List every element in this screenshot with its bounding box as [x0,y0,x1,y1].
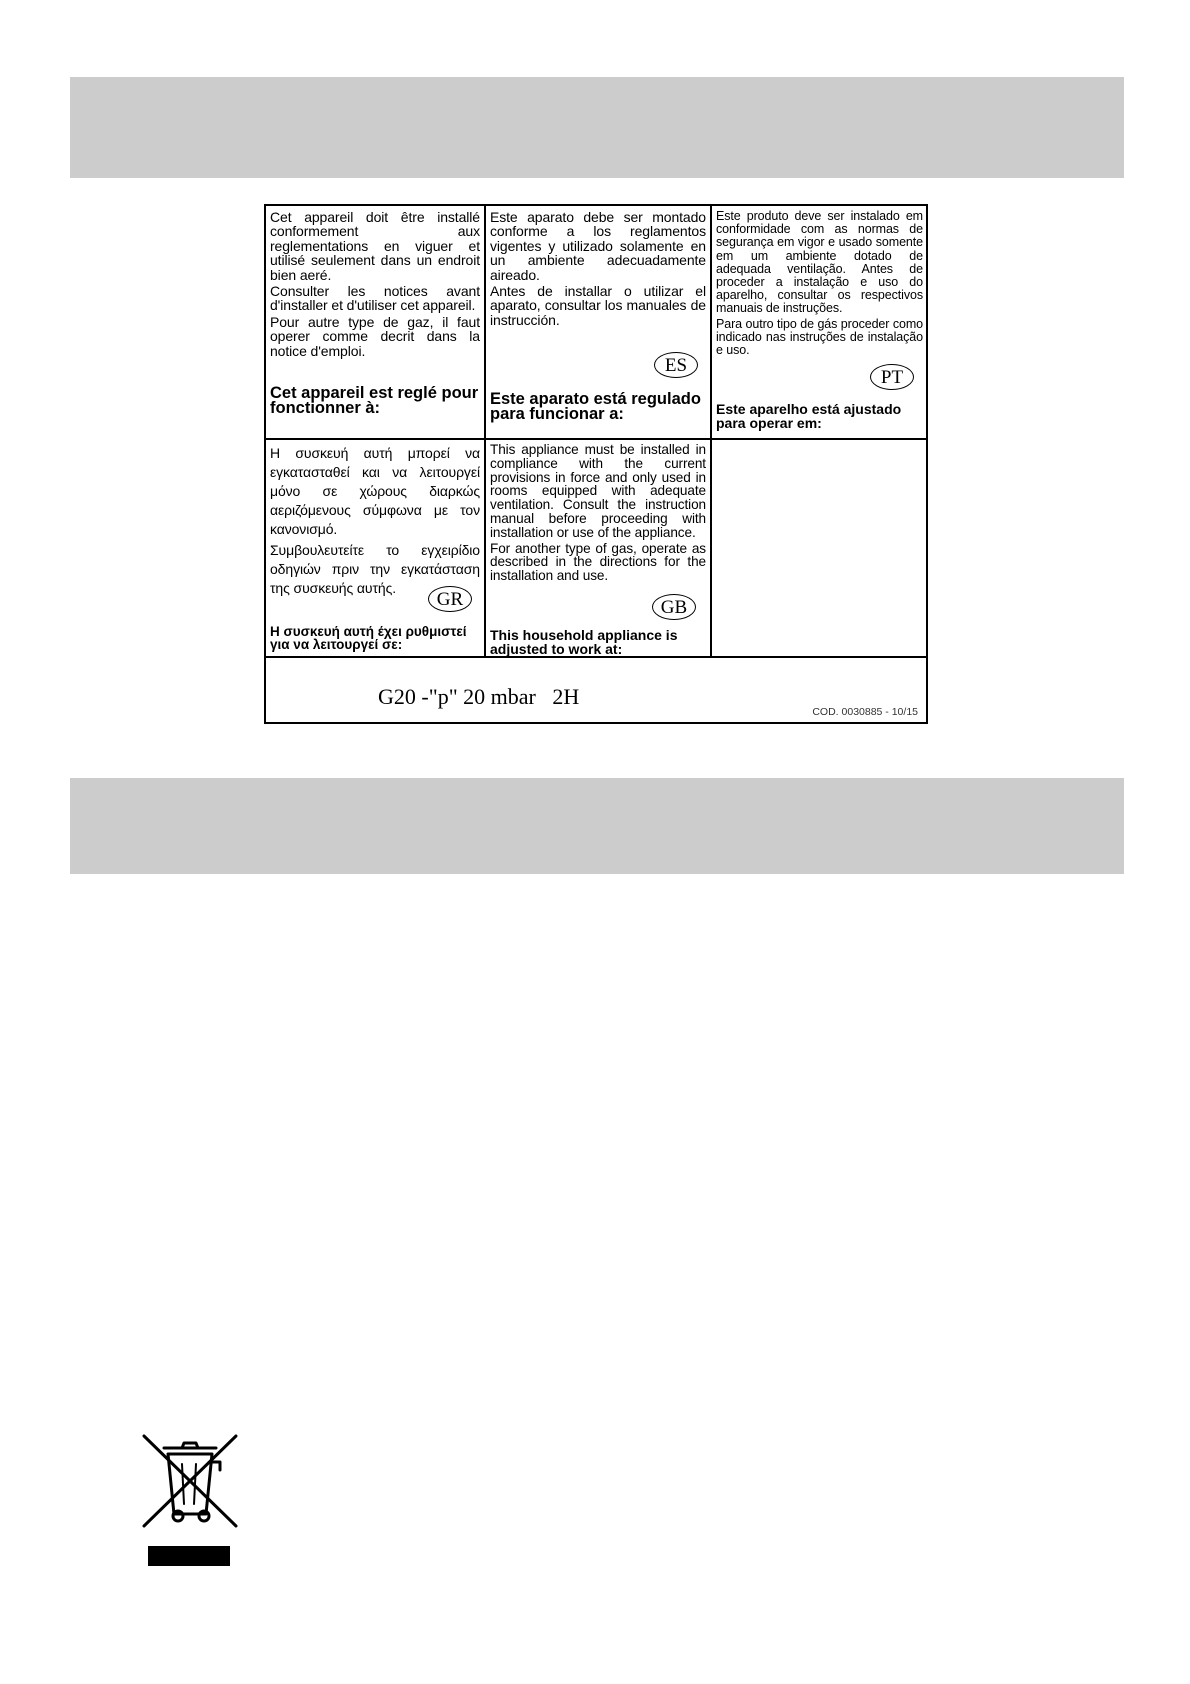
pt-paragraph: Para outro tipo de gás proceder como indicado nas instruções de instalação e uso. [716,316,923,358]
section-band [70,778,1124,874]
cell-es [486,206,710,438]
fr-paragraph: Pour autre type de gaz, il faut operer comme decrit dans la notice d'emploi. [270,313,480,359]
gb-heading: This household appliance is adjusted to work at: [490,627,678,656]
gr-heading: Η συσκευή αυτή έχει ρυθμιστεί για να λειτουργεί σε: [270,624,467,652]
country-badge-gr: GR [428,586,472,612]
fr-heading: Cet appareil est reglé pour fonctionner à: [270,384,479,417]
gr-paragraph: Συμβουλευτείτε το εγχειρίδιο οδηγιών πριν την εγκατάσταση της συσκευής αυτής. [270,542,480,596]
cell-fr [266,206,484,438]
crossed-out-wheelie-bin-icon [140,1432,240,1572]
gr-paragraph: Η συσκευή αυτή μπορεί να εγκατασταθεί και να λειτουργεί μόνο σε χώρους διαρκώς αεριζόμενους σύμφωνα με τον κανονισμό. [270,445,480,537]
es-paragraph: Este aparato debe ser montado conforme a los reglamentos vigentes y utilizado solamente en un ambiente adecuadamente aireado. [490,209,706,283]
rating-label [264,204,928,724]
gas-setting: G20 -"p" 20 mbar 2H [378,684,580,709]
grid-line [266,656,926,658]
header-band [70,77,1124,178]
country-badge-gb: GB [652,594,696,620]
country-badge-es: ES [654,352,698,378]
es-paragraph: Antes de installar o utilizar el aparato, consultar los manuales de instrucción. [490,283,706,328]
gb-paragraph: For another type of gas, operate as described in the directions for the installation and use. [490,540,706,584]
cell-empty [712,440,926,656]
pt-heading: Este aparelho está ajustado para operar em: [716,401,902,431]
cell-pt [712,206,926,438]
fr-paragraph: Cet appareil doit être installé conformement aux reglementations en viguer et utilisé seulement dans un endroit bien aeré. [270,209,480,283]
cell-gb [486,440,710,656]
cell-gr [266,440,484,656]
country-badge-pt: PT [870,364,914,390]
product-code: COD. 0030885 - 10/15 [812,706,918,718]
es-heading: Este aparato está regulado para funcionar a: [490,390,701,423]
fr-paragraph: Consulter les notices avant d'installer et d'utiliser cet appareil. [270,283,480,314]
gb-paragraph: This appliance must be installed in compliance with the current provisions in force and only used in rooms equipped with adequate ventilation. Consult the instruction manual before proceeding with installation or use of the appliance. [490,442,706,540]
pt-paragraph: Este produto deve ser instalado em conformidade com as normas de segurança em vigor e usado somente em um ambiente dotado de adequada ventilação. Antes de proceder a instalação e uso do aparelho, consultar os respectivos manuais de instruções. [716,209,923,316]
